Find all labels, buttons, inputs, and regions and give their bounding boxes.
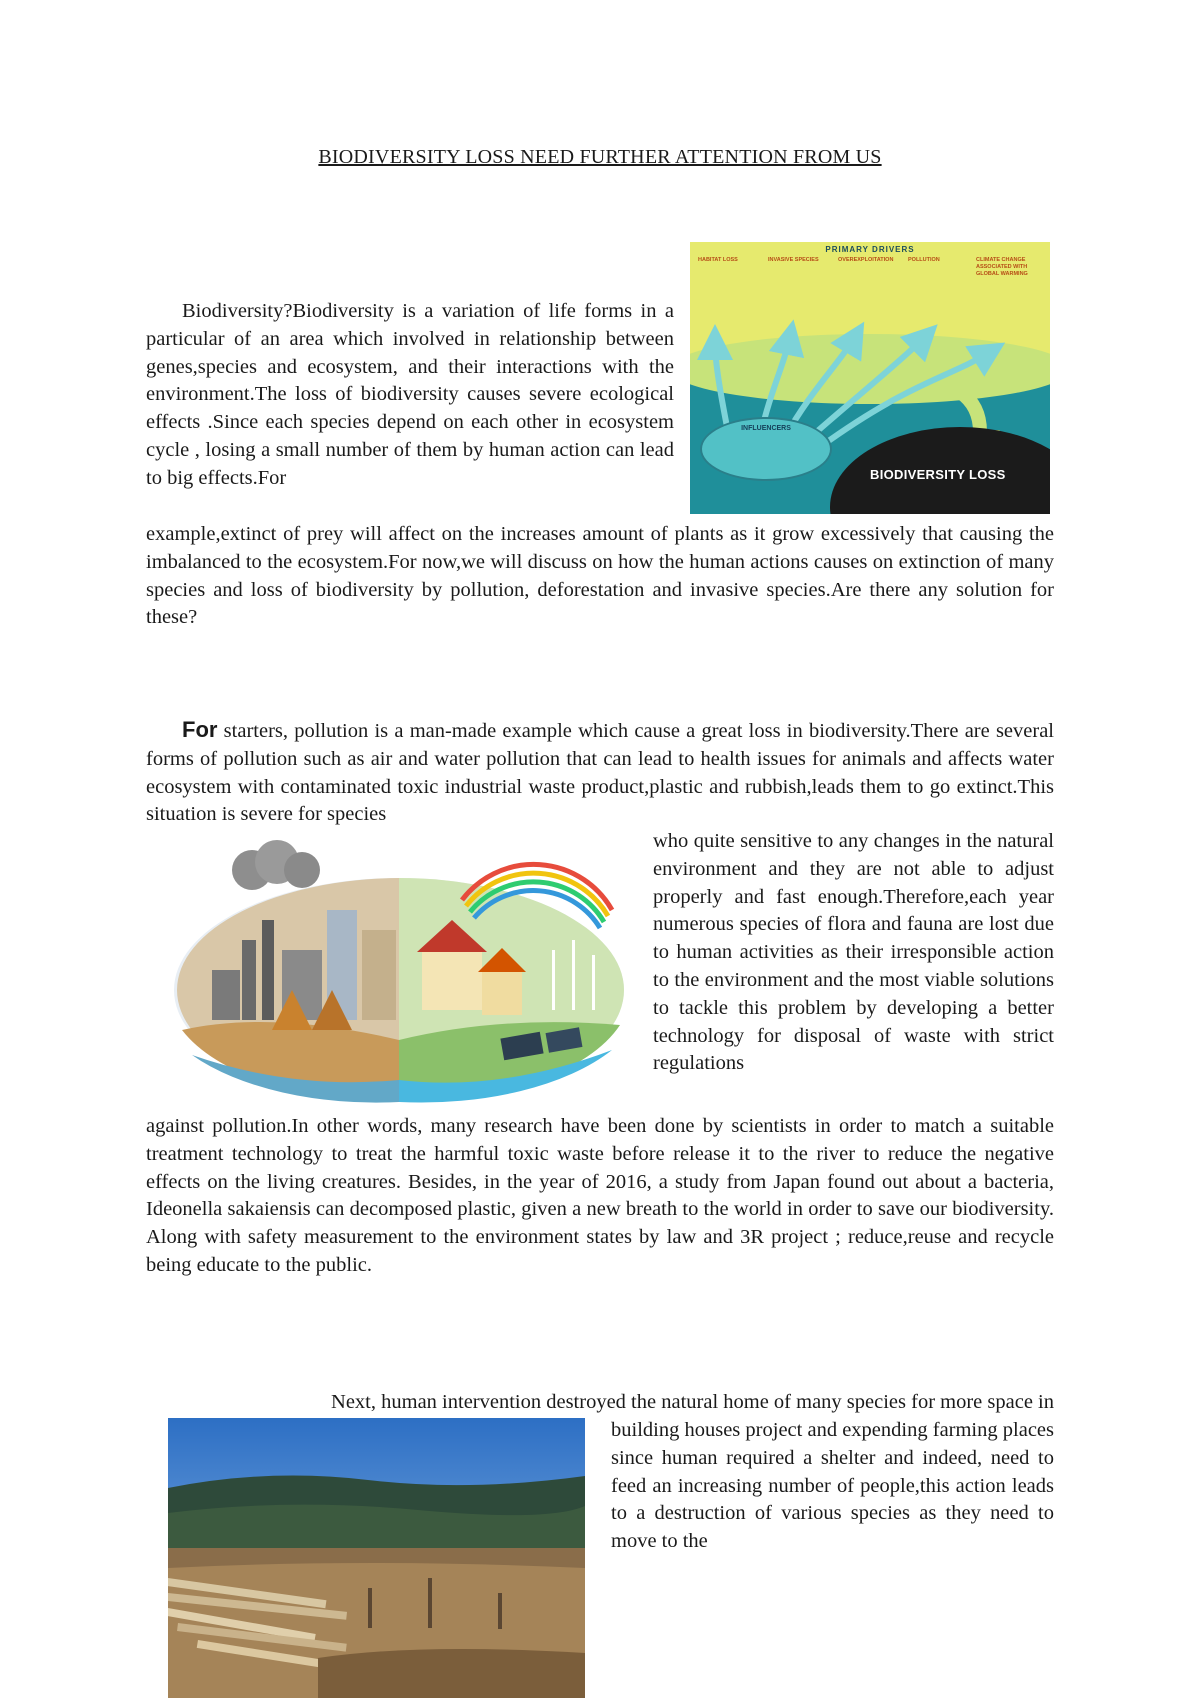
paragraph-2-wrapped-text: who quite sensitive to any changes in the natural environment and they are not able to adjust properly and fast enough.Therefore,each year numerous species of flora and fauna are lost due to human activities as their irresponsible action to the environment and the most viable solutions to tackle this problem by developing a better technology for disposal of waste with strict regulations: [653, 830, 1054, 1075]
paragraph-2-bottom: [146, 1113, 1054, 1280]
paragraph-2-top: [146, 716, 1054, 829]
deforestation-photo: [168, 1418, 585, 1698]
paragraph-2-wrapped: [653, 828, 1054, 1078]
driver-label: INVASIVE SPECIES: [768, 257, 819, 263]
driver-label: CLIMATE CHANGE ASSOCIATED WITH GLOBAL WARMING: [976, 257, 1028, 277]
document-title: BIODIVERSITY LOSS NEED FURTHER ATTENTION FROM US: [318, 146, 882, 168]
biodiversity-drivers-infographic: [690, 242, 1050, 514]
driver-label: HABITAT LOSS: [698, 257, 738, 263]
paragraph-2-top-body: starters, pollution is a man-made example which cause a great loss in biodiversity.There are several forms of pollution such as air and water pollution that can lead to health issues for animals and affects water ecosystem with contaminated toxic industrial waste product,plastic and rubbish,leads them to go extinct.This situation is severe for species: [146, 720, 1054, 826]
paragraph-2-bottom-text: against pollution.In other words, many research have been done by scientists in order to match a suitable treatment technology to treat the harmful toxic waste before release it to the river to reduce the negative effects on the living creatures. Besides, in the year of 2016, a study from Japan found out about a bacteria, Ideonella sakaiensis can decomposed plastic, given a new breath to the world in order to save our biodiversity. Along with safety measurement to the environment states by law and 3R project ; reduce,reuse and recycle being educate to the public.: [146, 1115, 1054, 1276]
biodiversity-loss-label: BIODIVERSITY LOSS: [870, 467, 1006, 482]
paragraph-3-top-text: [146, 1389, 1054, 1417]
influencers-bubble: [700, 417, 832, 481]
paragraph-1-wrapped: [146, 298, 674, 493]
paragraph-3-top-body: Next, human intervention destroyed the natural home of many species for more space in: [331, 1391, 1054, 1413]
paragraph-2-top-text: [146, 716, 1054, 829]
influencers-label: INFLUENCERS: [741, 425, 791, 432]
paragraph-1-full-text: example,extinct of prey will affect on the increases amount of plants as it grow excessively that causing the imbalanced to the ecosystem.For now,we will discuss on how the human actions causes on extinction of many species and loss of biodiversity by pollution, deforestation and invasive species.Are there any solution for these?: [146, 523, 1054, 629]
paragraph-2-lead-word: For: [182, 717, 218, 742]
paragraph-3-wrapped-text: building houses project and expending farming places since human required a shelter and indeed, need to feed an increasing number of people,this action leads to a destruction of various species as they need to move to the: [611, 1419, 1054, 1553]
paragraph-3-wrapped: [611, 1417, 1054, 1556]
paragraph-3-top: [146, 1389, 1054, 1417]
pollution-illustration: [172, 840, 627, 1105]
paragraph-1-wrapped-text: Biodiversity?Biodiversity is a variation of life forms in a particular of an area which involved in relationship between genes,species and ecosystem, and their interactions with the environment.The loss of biodiversity causes severe ecological effects .Since each species depend on each other in ecosystem cycle , losing a small number of them by human action can lead to big effects.For: [146, 300, 674, 489]
infographic-header: PRIMARY DRIVERS: [825, 245, 915, 254]
driver-label: POLLUTION: [908, 257, 940, 263]
driver-label: OVEREXPLOITATION: [838, 257, 894, 263]
paragraph-1-full: [146, 521, 1054, 632]
